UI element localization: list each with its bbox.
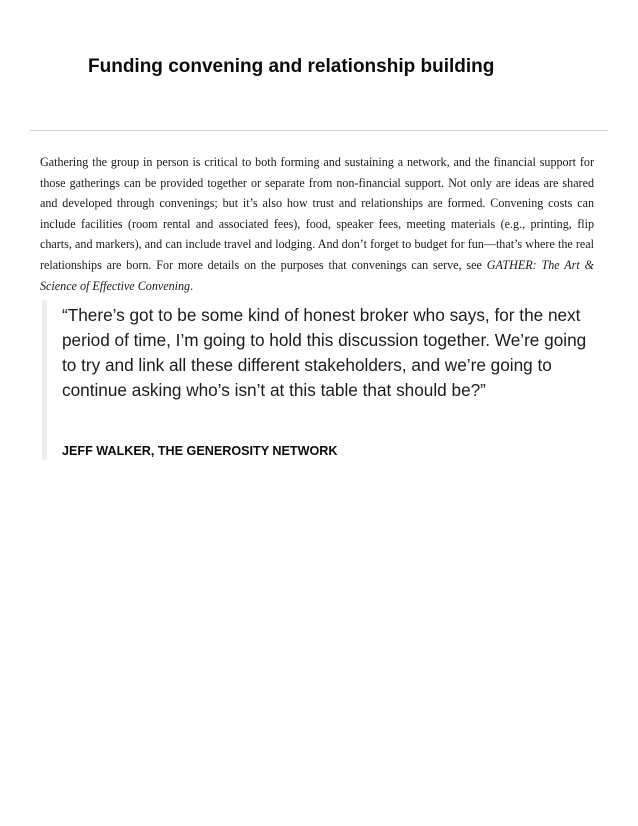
reference-title: GATHER: The Art & Science of Effective Convening [40, 257, 594, 293]
quote-attribution: JEFF WALKER, THE GENEROSITY NETWORK [62, 444, 338, 458]
section-title: Funding convening and relationship building [88, 56, 495, 77]
body-paragraph-text: Gathering the group in person is critical to both forming and sustaining a network, and the financial support for those gatherings can be provided together or separate from non-financial support. Not only are ideas are shared and developed through convenings; but it’s also how trust and relationships are formed. Convening costs can include facilities (room rental and associated fees), food, speaker fees, meeting materials (e.g., printing, flip charts, and markers), and can include travel and lodging. And don’t forget to budget for fun—that’s where the real relationships are born. For more details on the purposes that convenings can serve, see [40, 155, 594, 272]
quote-bar [42, 300, 47, 460]
body-paragraph [40, 152, 594, 296]
pull-quote [42, 300, 598, 460]
quote-text: “There’s got to be some kind of honest broker who says, for the next period of time, I’m going to hold this discussion together. We’re going to try and link all these different stakeholders, and we’re going to continue asking who’s isn’t at this table that should be?” [62, 305, 587, 400]
section-divider [30, 130, 608, 131]
reference-end: . [190, 278, 194, 293]
